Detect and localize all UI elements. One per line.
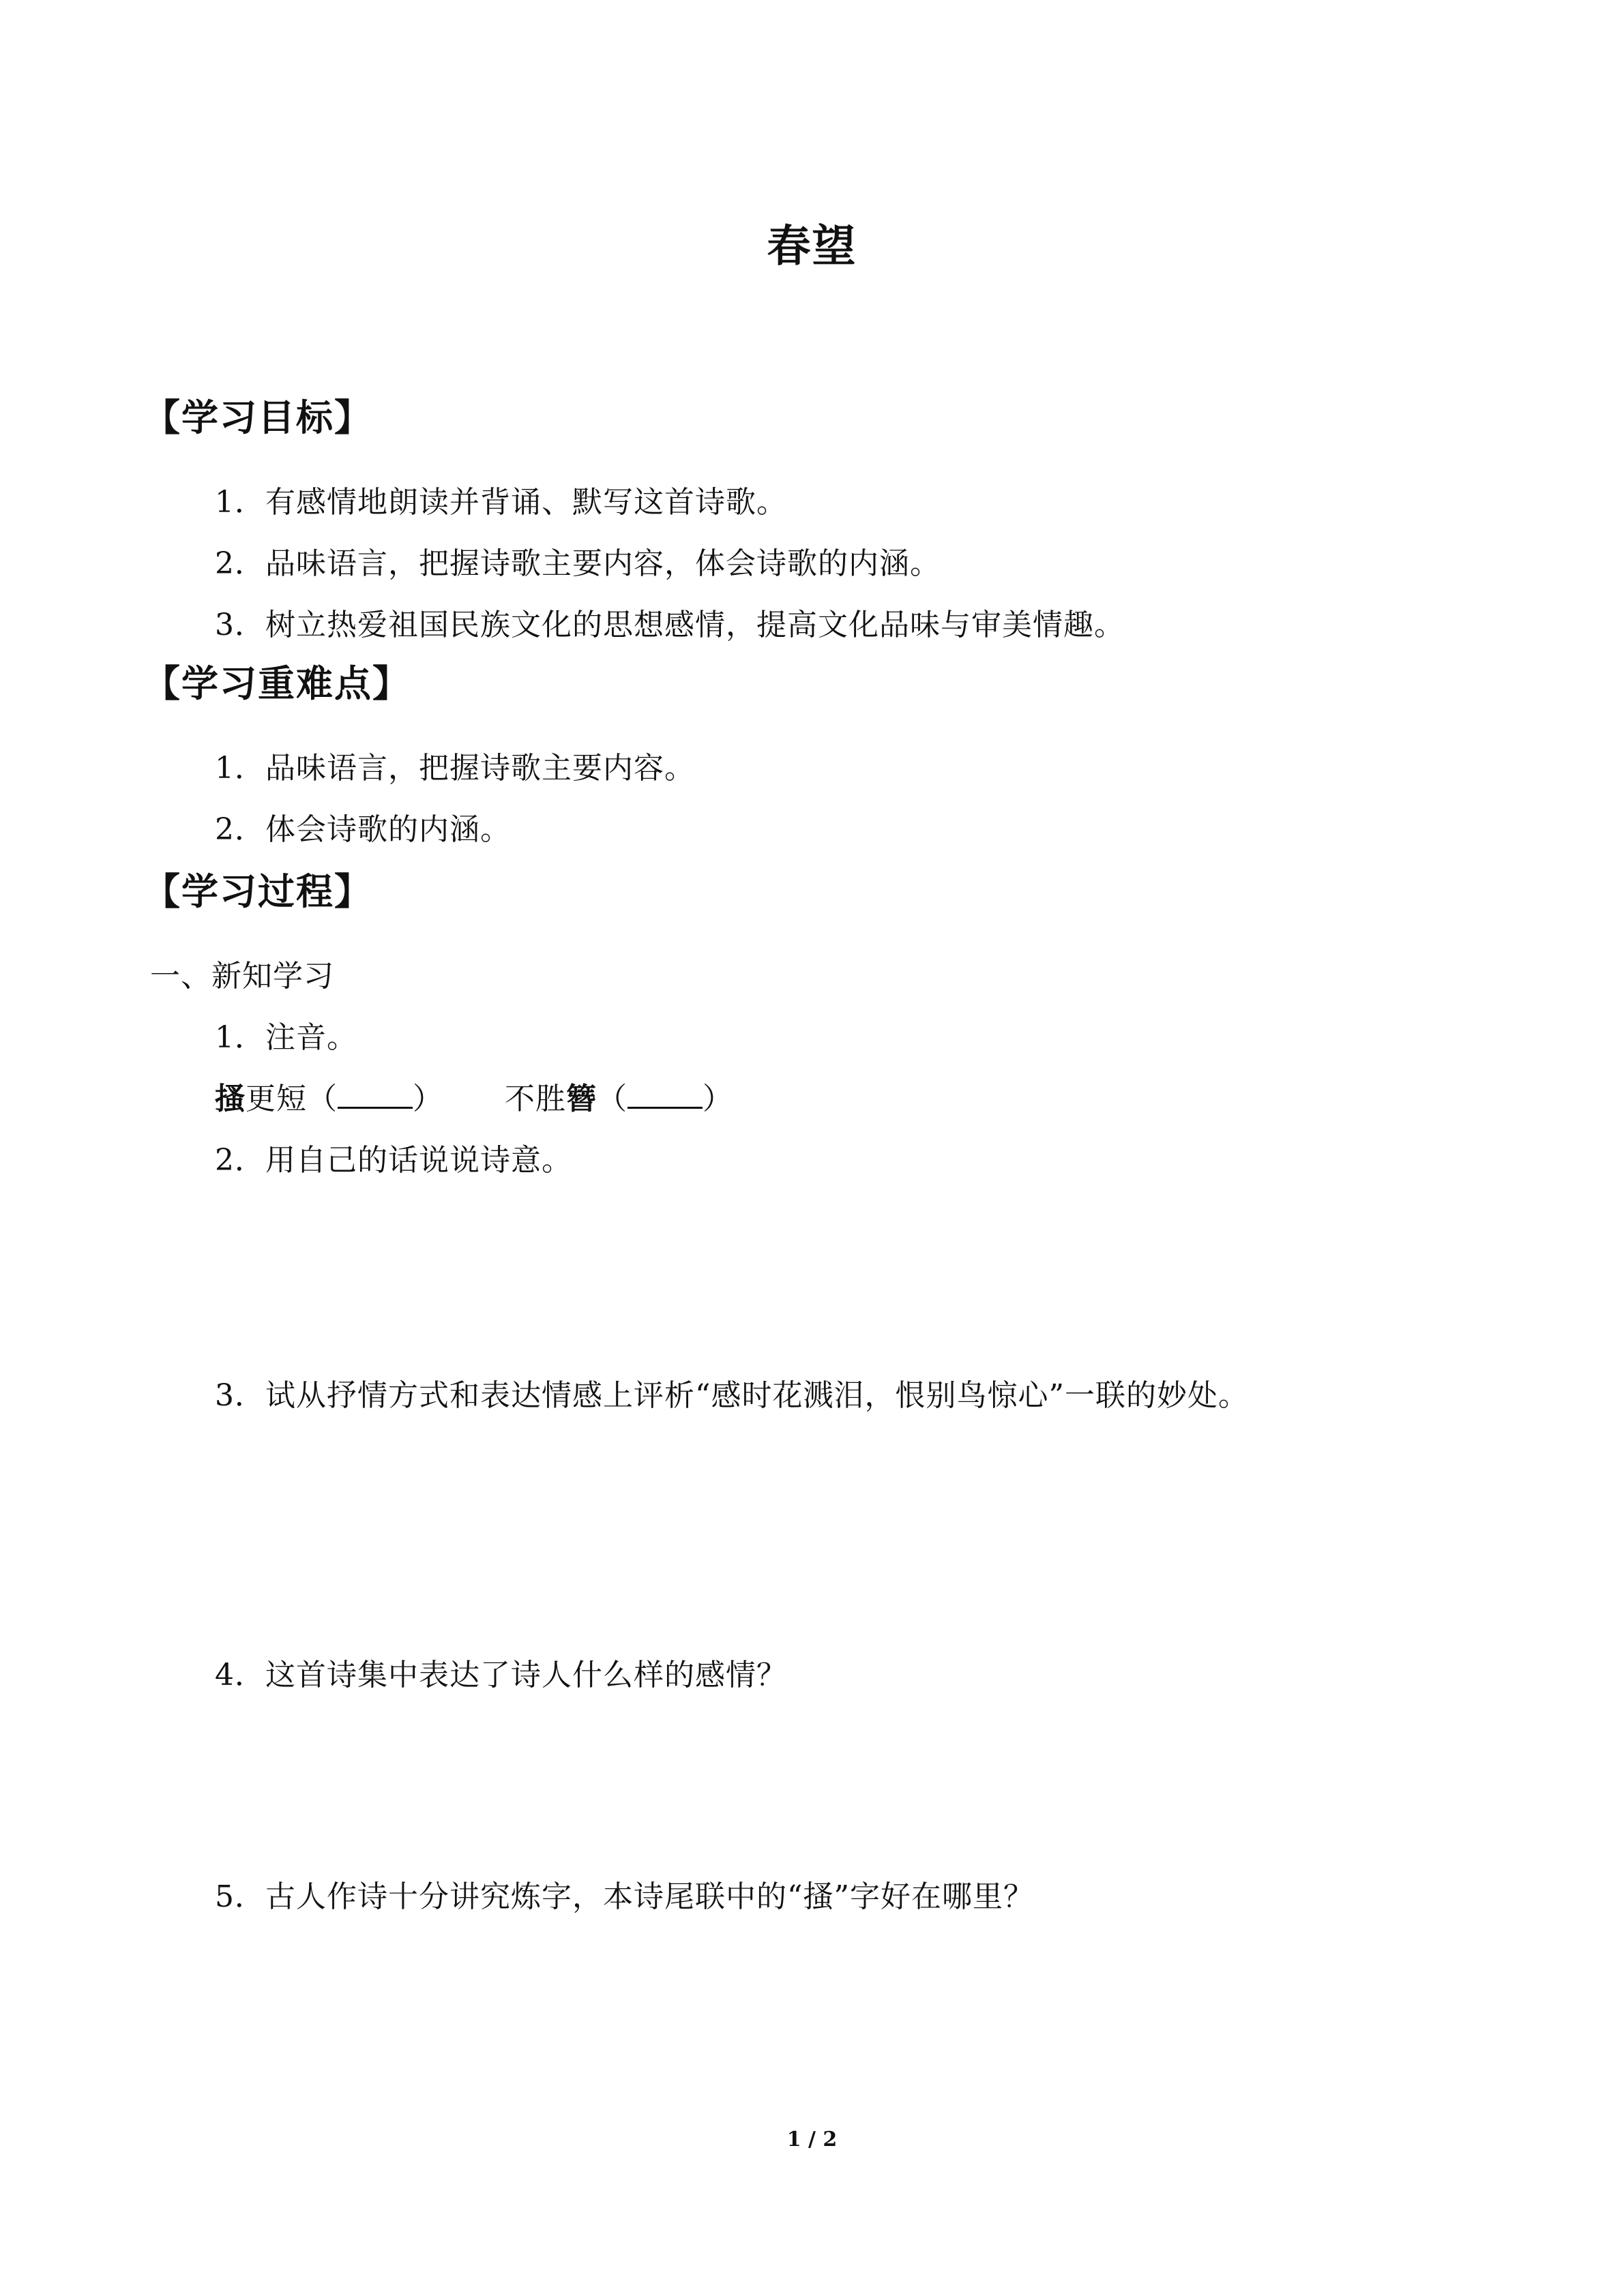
pinyin-char-1: 搔 (215, 1082, 246, 1116)
pinyin-char-2: 簪 (566, 1082, 597, 1116)
pinyin-word-1-rest: 更短（ (246, 1082, 338, 1116)
goals-heading: 【学习目标】 (143, 396, 372, 439)
part1-label: 一、新知学习 (150, 959, 334, 994)
pinyin-blank-1[interactable] (338, 1084, 413, 1109)
goal-item-3: 3．树立热爱祖国民族文化的思想感情，提高文化品味与审美情趣。 (215, 608, 1125, 642)
page-number: 1 / 2 (786, 2128, 838, 2151)
pinyin-row (215, 1074, 733, 1118)
keypoints-heading: 【学习重难点】 (143, 662, 411, 705)
question-4: 4．这首诗集中表达了诗人什么样的感情？ (215, 1658, 787, 1693)
pinyin-word-2-close: ） (703, 1082, 733, 1116)
keypoint-item-2: 2．体会诗歌的内涵。 (215, 812, 511, 847)
question-1: 1．注音。 (215, 1020, 357, 1055)
question-2: 2．用自己的话说说诗意。 (215, 1143, 572, 1178)
pinyin-blank-2[interactable] (628, 1084, 703, 1109)
page-title: 春望 (767, 222, 857, 272)
process-heading: 【学习过程】 (143, 870, 372, 913)
question-3: 3．试从抒情方式和表达情感上评析“感时花溅泪，恨别鸟惊心”一联的妙处。 (215, 1378, 1249, 1413)
goal-item-1: 1．有感情地朗读并背诵、默写这首诗歌。 (215, 485, 787, 520)
pinyin-word-1-close: ） (413, 1082, 443, 1116)
pinyin-word-2-pre: 不胜 (505, 1082, 566, 1116)
goal-item-2: 2．品味语言，把握诗歌主要内容，体会诗歌的内涵。 (215, 546, 941, 581)
keypoint-item-1: 1．品味语言，把握诗歌主要内容。 (215, 751, 695, 786)
pinyin-word-2-rest: （ (597, 1082, 628, 1116)
question-5: 5．古人作诗十分讲究炼字，本诗尾联中的“搔”字好在哪里？ (215, 1879, 1034, 1914)
